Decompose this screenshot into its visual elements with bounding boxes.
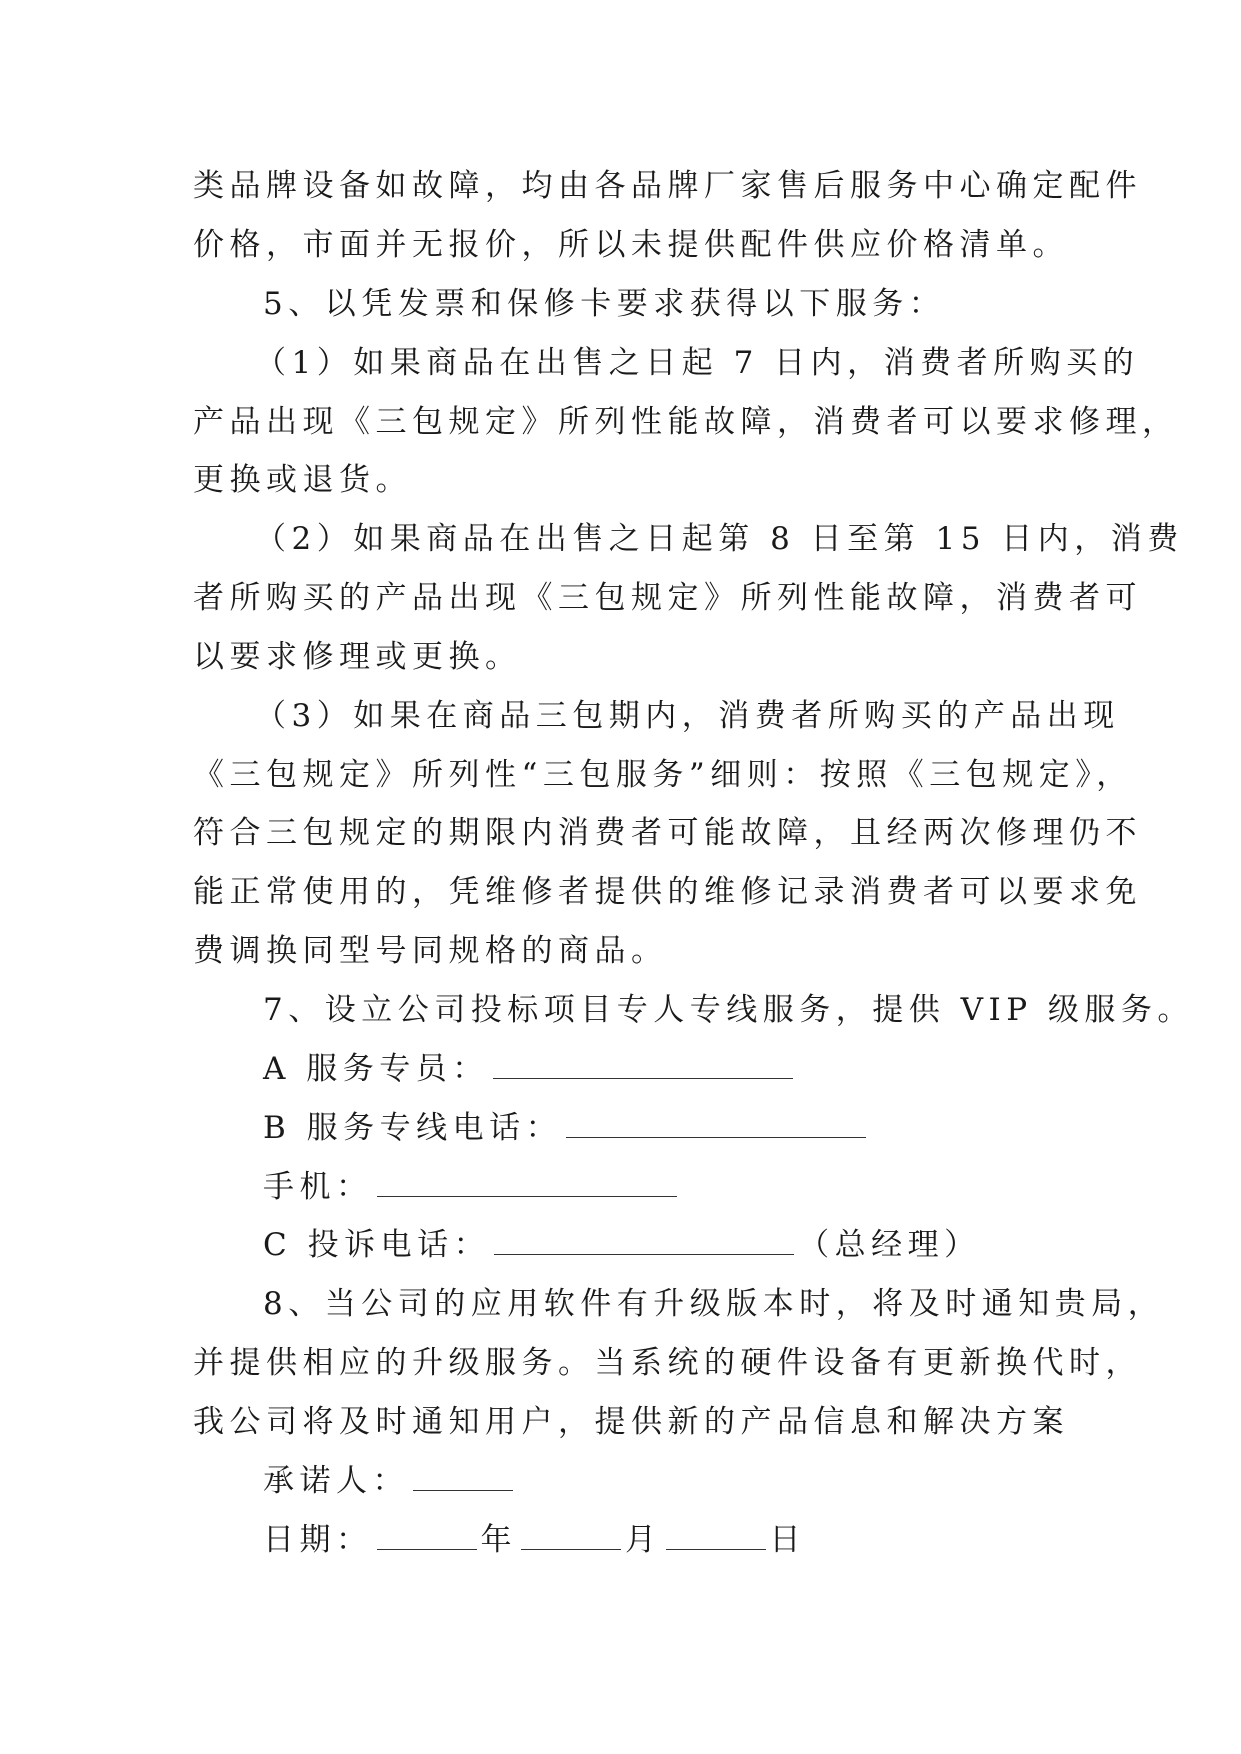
complaint-suffix: （总经理） (798, 1227, 981, 1263)
item-8-line: 并提供相应的升级服务。当系统的硬件设备有更新换代时， (193, 1345, 1142, 1381)
complaint-field (263, 1225, 981, 1265)
complaint-label: C 投诉电话： (263, 1227, 491, 1263)
mobile-field (263, 1167, 681, 1207)
paragraph-line: 类品牌设备如故障，均由各品牌厂家售后服务中心确定配件 (193, 168, 1142, 204)
date-day-blank[interactable] (666, 1521, 766, 1550)
clause-3-line: 能正常使用的，凭维修者提供的维修记录消费者可以要求免 (193, 874, 1142, 910)
date-month-blank[interactable] (521, 1521, 621, 1550)
clause-2-line: 者所购买的产品出现《三包规定》所列性能故障，消费者可 (193, 580, 1142, 616)
mobile-blank[interactable] (377, 1168, 677, 1197)
clause-3-line: 《三包规定》所列性“三包服务”细则：按照《三包规定》， (193, 757, 1133, 793)
clause-2-line: 以要求修理或更换。 (193, 639, 522, 675)
clause-2-line: （2）如果商品在出售之日起第 8 日至第 15 日内，消费 (255, 521, 1184, 557)
service-hotline-label: B 服务专线电话： (263, 1110, 563, 1146)
clause-1-line: 产品出现《三包规定》所列性能故障，消费者可以要求修理， (193, 404, 1179, 440)
date-day-label: 日 (769, 1522, 806, 1558)
clause-3-line: 费调换同型号同规格的商品。 (193, 933, 668, 969)
complaint-blank[interactable] (494, 1226, 794, 1255)
item-8-line: 我公司将及时通知用户，提供新的产品信息和解决方案 (193, 1404, 1069, 1440)
promisor-blank[interactable] (413, 1462, 513, 1491)
clause-3-line: （3）如果在商品三包期内，消费者所购买的产品出现 (255, 698, 1120, 734)
paragraph-line: 价格，市面并无报价，所以未提供配件供应价格清单。 (193, 227, 1069, 263)
clause-3-line: 符合三包规定的期限内消费者可能故障，且经两次修理仍不 (193, 815, 1142, 851)
mobile-label: 手机： (263, 1169, 373, 1205)
clause-1-line: （1）如果商品在出售之日起 7 日内，消费者所购买的 (255, 345, 1140, 381)
service-staff-label: A 服务专员： (263, 1051, 489, 1087)
promisor-field (263, 1461, 517, 1501)
service-staff-field (263, 1049, 797, 1089)
promisor-label: 承诺人： (263, 1463, 409, 1499)
service-hotline-field (263, 1108, 870, 1148)
item-5-heading: 5、以凭发票和保修卡要求获得以下服务： (263, 286, 946, 322)
date-year-blank[interactable] (377, 1521, 477, 1550)
date-field (263, 1520, 806, 1560)
date-month-label: 月 (625, 1522, 662, 1558)
date-label: 日期： (263, 1522, 373, 1558)
item-7-heading: 7、设立公司投标项目专人专线服务，提供 VIP 级服务。 (263, 992, 1194, 1028)
clause-1-line: 更换或退货。 (193, 462, 412, 498)
item-8-line: 8、当公司的应用软件有升级版本时，将及时通知贵局， (263, 1286, 1165, 1322)
service-staff-blank[interactable] (493, 1050, 793, 1079)
date-year-label: 年 (480, 1522, 517, 1558)
service-hotline-blank[interactable] (566, 1109, 866, 1138)
